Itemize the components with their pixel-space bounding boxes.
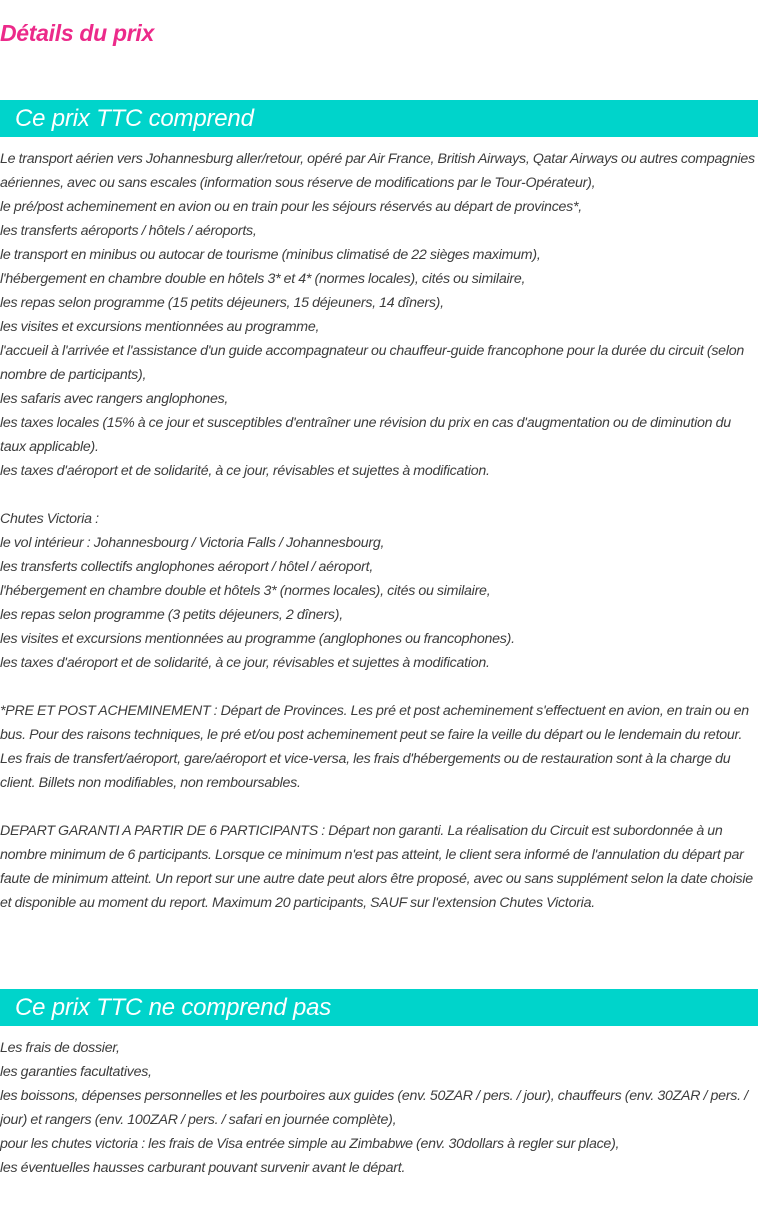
excluded-item: les éventuelles hausses carburant pouvant survenir avant le départ.: [0, 1160, 406, 1176]
spacer: [0, 795, 756, 819]
victoria-item: le vol intérieur : Johannesbourg / Victoria Falls / Johannesbourg,: [0, 535, 385, 551]
victoria-title: Chutes Victoria :: [0, 511, 99, 527]
excluded-heading: Ce prix TTC ne comprend pas: [0, 989, 758, 1026]
included-item: Le transport aérien vers Johannesburg aller/retour, opéré par Air France, British Airways, Qatar Airways ou autres compagnies aériennes, avec ou sans escales (information sous réserve de modifications par le Tour-Opérateur),: [0, 151, 755, 191]
included-item: l'hébergement en chambre double en hôtels 3* et 4* (normes locales), cités ou similaire,: [0, 271, 526, 287]
guarantee-note: DEPART GARANTI A PARTIR DE 6 PARTICIPANTS : Départ non garanti. La réalisation du Circuit est subordonnée à un nombre minimum de 6 participants. Lorsque ce minimum n'est pas atteint, le client sera informé de l'annulation du départ par faute de minimum atteint. Un report sur une autre date peut alors être proposé, avec ou sans supplément selon la date choisie et disponible au moment du report. Maximum 20 participants, SAUF sur l'extension Chutes Victoria.: [0, 823, 753, 911]
victoria-item: l'hébergement en chambre double et hôtels 3* (normes locales), cités ou similaire,: [0, 583, 491, 599]
excluded-item: les boissons, dépenses personnelles et les pourboires aux guides (env. 50ZAR / pers. / jour), chauffeurs (env. 30ZAR / pers. / jour) et rangers (env. 100ZAR / pers. / safari en journée complète),: [0, 1088, 748, 1128]
spacer: [0, 483, 756, 507]
victoria-item: les transferts collectifs anglophones aéroport / hôtel / aéroport,: [0, 559, 374, 575]
included-item: les taxes locales (15% à ce jour et susceptibles d'entraîner une révision du prix en cas d'augmentation ou de diminution du taux applicable).: [0, 415, 731, 455]
included-item: les taxes d'aéroport et de solidarité, à ce jour, révisables et sujettes à modification.: [0, 463, 490, 479]
included-item: les visites et excursions mentionnées au programme,: [0, 319, 320, 335]
included-heading: Ce prix TTC comprend: [0, 100, 758, 137]
page-title: Détails du prix: [0, 20, 154, 46]
pre-post-note: *PRE ET POST ACHEMINEMENT : Départ de Provinces. Les pré et post acheminement s'effectuent en avion, en train ou en bus. Pour des raisons techniques, le pré et/ou post acheminement peut se faire la veille du départ ou le lendemain du retour. Les frais de transfert/aéroport, gare/aéroport et vice-versa, les frais d'hébergements ou de restauration sont à la charge du client. Billets non modifiables, non remboursables.: [0, 703, 749, 791]
spacer: [0, 675, 756, 699]
excluded-item: pour les chutes victoria : les frais de Visa entrée simple au Zimbabwe (env. 30dollars à regler sur place),: [0, 1136, 620, 1152]
included-item: l'accueil à l'arrivée et l'assistance d'un guide accompagnateur ou chauffeur-guide francophone pour la durée du circuit (selon nombre de participants),: [0, 343, 745, 383]
victoria-item: les visites et excursions mentionnées au programme (anglophones ou francophones).: [0, 631, 515, 647]
included-item: les repas selon programme (15 petits déjeuners, 15 déjeuners, 14 dîners),: [0, 295, 444, 311]
excluded-section: [0, 1036, 756, 1180]
excluded-item: Les frais de dossier,: [0, 1040, 120, 1056]
included-item: les transferts aéroports / hôtels / aéroports,: [0, 223, 257, 239]
victoria-item: les repas selon programme (3 petits déjeuners, 2 dîners),: [0, 607, 343, 623]
included-item: le transport en minibus ou autocar de tourisme (minibus climatisé de 22 sièges maximum),: [0, 247, 541, 263]
excluded-item: les garanties facultatives,: [0, 1064, 152, 1080]
included-item: les safaris avec rangers anglophones,: [0, 391, 229, 407]
included-section: [0, 147, 756, 915]
victoria-item: les taxes d'aéroport et de solidarité, à ce jour, révisables et sujettes à modification.: [0, 655, 490, 671]
included-item: le pré/post acheminement en avion ou en train pour les séjours réservés au départ de provinces*,: [0, 199, 582, 215]
